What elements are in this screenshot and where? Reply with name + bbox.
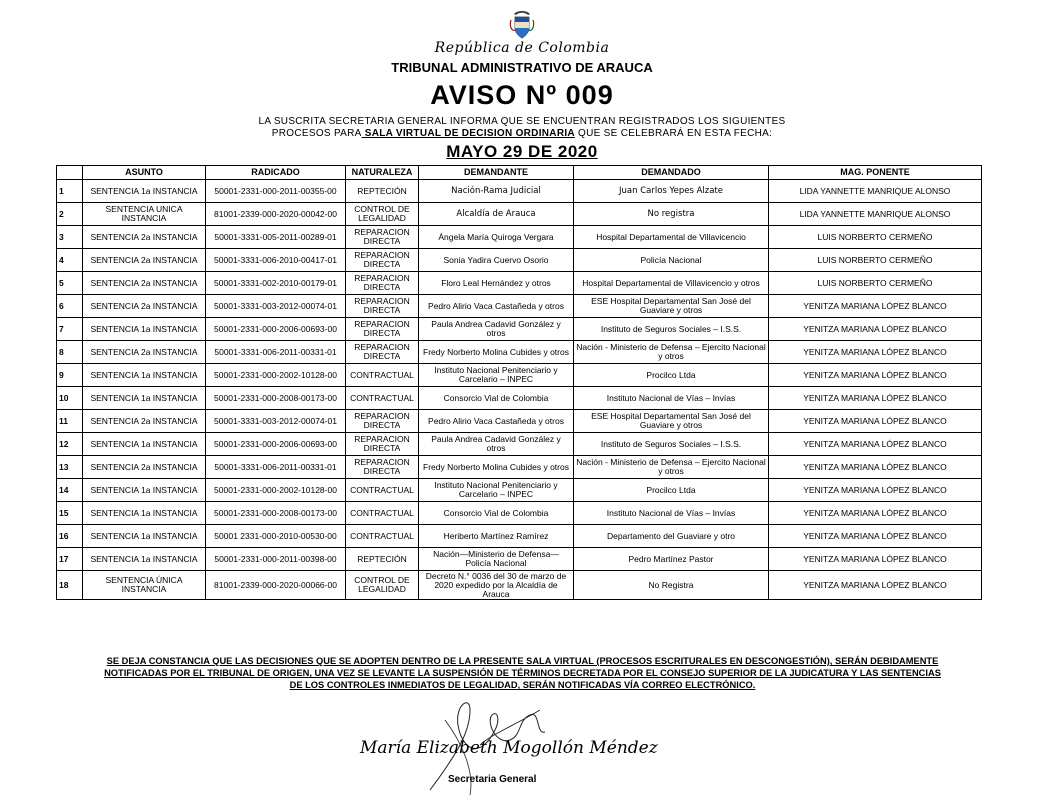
intro-line-2-post: QUE SE CELEBRARÁ EN ESTA FECHA: [574,128,773,139]
ponente-cell: LIDA YANNETTE MANRIQUE ALONSO [769,203,982,226]
demandante-cell: Ángela María Quiroga Vergara [419,226,574,249]
radicado-cell: 50001-3331-006-2011-00331-01 [206,456,346,479]
asunto-cell: SENTENCIA 1a INSTANCIA [83,433,206,456]
asunto-cell: SENTENCIA 2a INSTANCIA [83,272,206,295]
ponente-cell: YENITZA MARIANA LÓPEZ BLANCO [769,456,982,479]
row-number: 7 [57,318,83,341]
intro-paragraph [0,116,1044,140]
demandado-cell: No registra [574,203,769,226]
col-header-demandado: DEMANDADO [574,166,769,180]
ponente-cell: YENITZA MARIANA LÓPEZ BLANCO [769,548,982,571]
aviso-title: AVISO Nº 009 [430,80,614,110]
asunto-cell: SENTENCIA 2a INSTANCIA [83,410,206,433]
demandado-cell: Policía Nacional [574,249,769,272]
ponente-cell: YENITZA MARIANA LÓPEZ BLANCO [769,387,982,410]
row-number: 8 [57,341,83,364]
demandante-cell: Pedro Alirio Vaca Castañeda y otros [419,410,574,433]
col-header-demandante: DEMANDANTE [419,166,574,180]
radicado-cell: 81001-2339-000-2020-00066-00 [206,571,346,600]
row-number: 1 [57,180,83,203]
demandado-cell: Instituto Nacional de Vías – Invías [574,502,769,525]
naturaleza-cell: REPARACION DIRECTA [346,410,419,433]
naturaleza-cell: REPARACION DIRECTA [346,249,419,272]
intro-line-2-pre: PROCESOS PARA [271,128,362,139]
row-number: 2 [57,203,83,226]
radicado-cell: 50001-3331-006-2010-00417-01 [206,249,346,272]
ponente-cell: YENITZA MARIANA LÓPEZ BLANCO [769,525,982,548]
naturaleza-cell: REPARACION DIRECTA [346,341,419,364]
row-number: 11 [57,410,83,433]
table-row [57,456,982,479]
table-row [57,180,982,203]
constancia-line-1: SE DEJA CONSTANCIA QUE LAS DECISIONES QUE SE ADOPTEN DENTRO DE LA PRESENTE SALA VIRTUAL (PROCESOS ESCRITURALES EN DESCONGESTIÓN), SERÁN DEBIDAMENTE [106,656,939,666]
ponente-cell: LUIS NORBERTO CERMEÑO [769,226,982,249]
table-row [57,548,982,571]
row-number: 13 [57,456,83,479]
demandado-cell: Nación - Ministerio de Defensa – Ejercito Nacional y otros [574,341,769,364]
row-number: 18 [57,571,83,600]
demandado-cell: Hospital Departamental de Villavicencio y otros [574,272,769,295]
table-row [57,272,982,295]
demandante-cell: Instituto Nacional Penitenciario y Carcelario – INPEC [419,364,574,387]
intro-sala-virtual: SALA VIRTUAL DE DECISION ORDINARIA [361,128,575,139]
row-number: 10 [57,387,83,410]
demandado-cell: Instituto Nacional de Vías – Invías [574,387,769,410]
asunto-cell: SENTENCIA 1a INSTANCIA [83,180,206,203]
demandado-cell: Procilco Ltda [574,364,769,387]
radicado-cell: 81001-2339-000-2020-00042-00 [206,203,346,226]
demandado-cell: Procilco Ltda [574,479,769,502]
demandado-cell: ESE Hospital Departamental San José del Guaviare y otros [574,295,769,318]
ponente-cell: YENITZA MARIANA LÓPEZ BLANCO [769,318,982,341]
ponente-cell: YENITZA MARIANA LÓPEZ BLANCO [769,433,982,456]
coat-of-arms-icon [508,8,536,40]
naturaleza-cell: REPARACION DIRECTA [346,226,419,249]
demandado-cell: Hospital Departamental de Villavicencio [574,226,769,249]
row-number: 14 [57,479,83,502]
asunto-cell: SENTENCIA 1a INSTANCIA [83,502,206,525]
demandado-cell: No Registra [574,571,769,600]
asunto-cell: SENTENCIA 1a INSTANCIA [83,387,206,410]
table-row [57,433,982,456]
col-header-mag-ponente: MAG. PONENTE [769,166,982,180]
table-row [57,410,982,433]
naturaleza-cell: REPARACION DIRECTA [346,433,419,456]
radicado-cell: 50001-2331-000-2008-00173-00 [206,387,346,410]
constancia-note [60,655,985,691]
naturaleza-cell: CONTRACTUAL [346,525,419,548]
asunto-cell: SENTENCIA 2a INSTANCIA [83,295,206,318]
ponente-cell: LIDA YANNETTE MANRIQUE ALONSO [769,180,982,203]
demandado-cell: Instituto de Seguros Sociales – I.S.S. [574,318,769,341]
demandante-cell: Sonia Yadira Cuervo Osorio [419,249,574,272]
asunto-cell: SENTENCIA UNICA INSTANCIA [83,203,206,226]
ponente-cell: YENITZA MARIANA LÓPEZ BLANCO [769,502,982,525]
demandado-cell: Instituto de Seguros Sociales – I.S.S. [574,433,769,456]
demandante-cell: Nación-Rama Judicial [419,180,574,203]
demandante-cell: Consorcio Vial de Colombia [419,387,574,410]
row-number: 15 [57,502,83,525]
table-row [57,387,982,410]
demandante-cell: Decreto N.° 0036 del 30 de marzo de 2020 expedido por la Alcaldía de Arauca [419,571,574,600]
row-number: 12 [57,433,83,456]
row-number: 16 [57,525,83,548]
demandante-cell: Heriberto Martínez Ramírez [419,525,574,548]
radicado-cell: 50001-3331-003-2012-00074-01 [206,295,346,318]
ponente-cell: YENITZA MARIANA LÓPEZ BLANCO [769,295,982,318]
radicado-cell: 50001-2331-000-2011-00398-00 [206,548,346,571]
row-number: 5 [57,272,83,295]
ponente-cell: YENITZA MARIANA LÓPEZ BLANCO [769,571,982,600]
table-row [57,295,982,318]
col-header-number [57,166,83,180]
asunto-cell: SENTENCIA 1a INSTANCIA [83,548,206,571]
table-row [57,341,982,364]
constancia-line-2: NOTIFICADAS POR EL TRIBUNAL DE ORIGEN, UNA VEZ SE LEVANTE LA SUSPENSIÓN DE TÉRMINOS DECRETADA POR EL CONSEJO SUPERIOR DE LA JUDICATURA Y LAS SENTENCIAS [104,668,941,678]
asunto-cell: SENTENCIA 2a INSTANCIA [83,249,206,272]
demandante-cell: Paula Andrea Cadavid González y otros [419,433,574,456]
asunto-cell: SENTENCIA 1a INSTANCIA [83,479,206,502]
demandante-cell: Paula Andrea Cadavid González y otros [419,318,574,341]
demandante-cell: Instituto Nacional Penitenciario y Carcelario – INPEC [419,479,574,502]
ponente-cell: YENITZA MARIANA LÓPEZ BLANCO [769,364,982,387]
radicado-cell: 50001-2331-000-2002-10128-00 [206,364,346,387]
table-row [57,226,982,249]
row-number: 17 [57,548,83,571]
naturaleza-cell: CONTRACTUAL [346,502,419,525]
table-row [57,502,982,525]
demandado-cell: Nación - Ministerio de Defensa – Ejercito Nacional y otros [574,456,769,479]
row-number: 6 [57,295,83,318]
table-row [57,249,982,272]
row-number: 9 [57,364,83,387]
naturaleza-cell: REPARACION DIRECTA [346,318,419,341]
constancia-line-3: DE LOS CONTROLES INMEDIATOS DE LEGALIDAD, SERÁN NOTIFICADAS VÍA CORREO ELECTRÓNICO. [289,680,756,690]
republic-heading: República de Colombia [434,40,610,56]
ponente-cell: LUIS NORBERTO CERMEÑO [769,249,982,272]
naturaleza-cell: CONTRACTUAL [346,364,419,387]
table-body [57,180,982,600]
naturaleza-cell: REPARACION DIRECTA [346,456,419,479]
radicado-cell: 50001-3331-002-2010-00179-01 [206,272,346,295]
demandante-cell: Consorcio Vial de Colombia [419,502,574,525]
demandado-cell: Pedro Martínez Pastor [574,548,769,571]
table-header-row [57,166,982,180]
radicado-cell: 50001-2331-000-2011-00355-00 [206,180,346,203]
table-row [57,571,982,600]
radicado-cell: 50001-2331-000-2002-10128-00 [206,479,346,502]
radicado-cell: 50001-2331-000-2006-00693-00 [206,318,346,341]
ponente-cell: LUIS NORBERTO CERMEÑO [769,272,982,295]
radicado-cell: 50001-3331-006-2011-00331-01 [206,341,346,364]
table-row [57,479,982,502]
col-header-naturaleza: NATURALEZA [346,166,419,180]
intro-line-2 [0,128,1044,140]
radicado-cell: 50001 2331-000-2010-00530-00 [206,525,346,548]
tribunal-heading: TRIBUNAL ADMINISTRATIVO DE ARAUCA [391,60,653,75]
signer-name: María Elizabeth Mogollón Méndez [360,738,658,758]
asunto-cell: SENTENCIA ÚNICA INSTANCIA [83,571,206,600]
asunto-cell: SENTENCIA 1a INSTANCIA [83,525,206,548]
naturaleza-cell: REPARACION DIRECTA [346,295,419,318]
table-row [57,525,982,548]
table-row [57,318,982,341]
table-row [57,364,982,387]
col-header-asunto: ASUNTO [83,166,206,180]
demandante-cell: Alcaldía de Arauca [419,203,574,226]
demandado-cell: Juan Carlos Yepes Alzate [574,180,769,203]
row-number: 4 [57,249,83,272]
naturaleza-cell: REPTECIÓN [346,180,419,203]
session-date: MAYO 29 DE 2020 [446,142,598,161]
naturaleza-cell: CONTROL DE LEGALIDAD [346,203,419,226]
asunto-cell: SENTENCIA 2a INSTANCIA [83,456,206,479]
ponente-cell: YENITZA MARIANA LÓPEZ BLANCO [769,479,982,502]
demandante-cell: Pedro Alirio Vaca Castañeda y otros [419,295,574,318]
demandado-cell: Departamento del Guaviare y otro [574,525,769,548]
intro-line-1: LA SUSCRITA SECRETARIA GENERAL INFORMA QUE SE ENCUENTRAN REGISTRADOS LOS SIGUIENTES [258,116,786,127]
radicado-cell: 50001-3331-003-2012-00074-01 [206,410,346,433]
asunto-cell: SENTENCIA 2a INSTANCIA [83,341,206,364]
naturaleza-cell: REPARACION DIRECTA [346,272,419,295]
col-header-radicado: RADICADO [206,166,346,180]
naturaleza-cell: CONTRACTUAL [346,479,419,502]
ponente-cell: YENITZA MARIANA LÓPEZ BLANCO [769,341,982,364]
demandado-cell: ESE Hospital Departamental San José del Guaviare y otros [574,410,769,433]
naturaleza-cell: REPTECIÓN [346,548,419,571]
naturaleza-cell: CONTROL DE LEGALIDAD [346,571,419,600]
demandante-cell: Fredy Norberto Molina Cubides y otros [419,456,574,479]
naturaleza-cell: CONTRACTUAL [346,387,419,410]
radicado-cell: 50001-2331-000-2006-00693-00 [206,433,346,456]
process-table [56,165,982,600]
row-number: 3 [57,226,83,249]
radicado-cell: 50001-2331-000-2008-00173-00 [206,502,346,525]
signer-title: Secretaria General [448,774,537,785]
demandante-cell: Fredy Norberto Molina Cubides y otros [419,341,574,364]
radicado-cell: 50001-3331-005-2011-00289-01 [206,226,346,249]
asunto-cell: SENTENCIA 1a INSTANCIA [83,318,206,341]
demandante-cell: Floro Leal Hernández y otros [419,272,574,295]
table-row [57,203,982,226]
ponente-cell: YENITZA MARIANA LÓPEZ BLANCO [769,410,982,433]
asunto-cell: SENTENCIA 2a INSTANCIA [83,226,206,249]
demandante-cell: Nación—Ministerio de Defensa—Policía Nacional [419,548,574,571]
asunto-cell: SENTENCIA 1a INSTANCIA [83,364,206,387]
